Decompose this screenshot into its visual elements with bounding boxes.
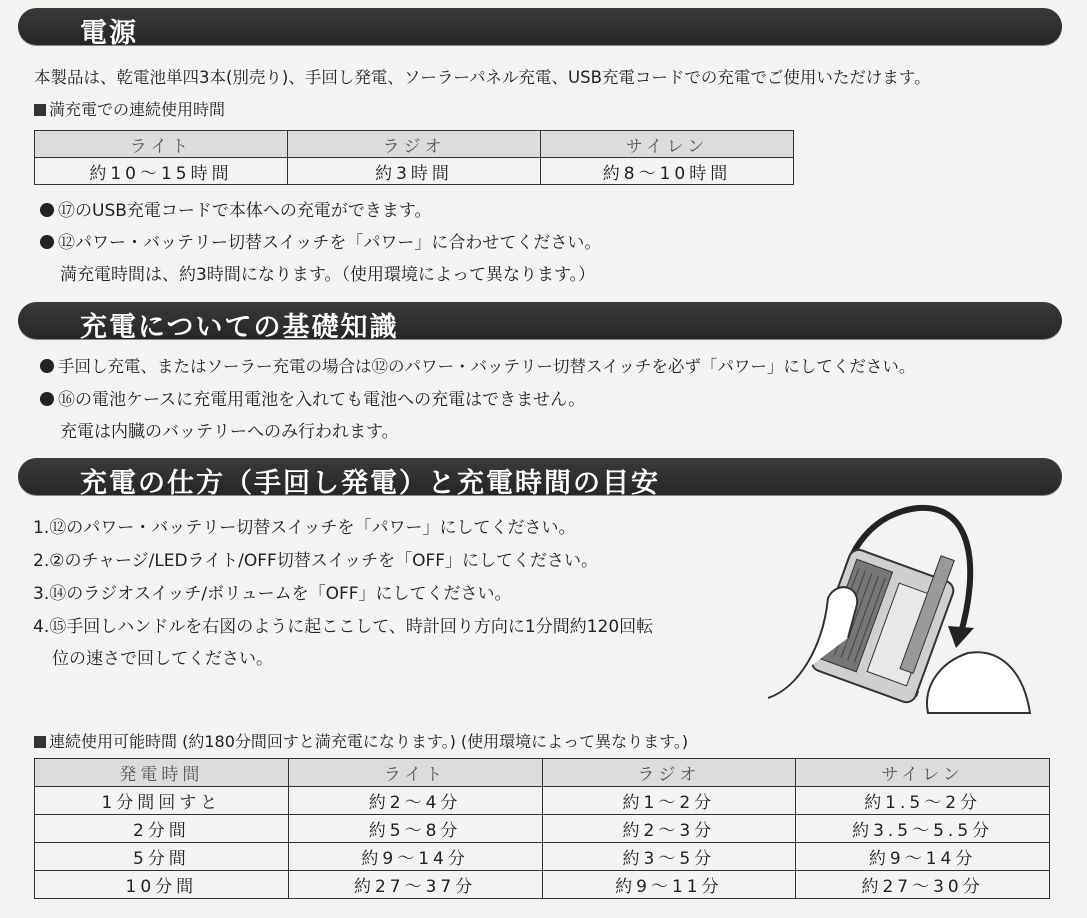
section-header-power [18,8,1062,49]
step-item: 3.⑭のラジオスイッチ/ボリュームを「OFF」にしてください。 [33,584,512,604]
note-item: ⑯の電池ケースに充電用電池を入れても電池への充電はできません。 [40,389,585,411]
right-hand [927,652,1030,713]
note-item: 手回し充電、またはソーラー充電の場合は⑫のパワー・バッテリー切替スイッチを必ず「パワー」にしてください。 [40,356,915,378]
table-header: 発電時間 [35,759,289,787]
bullet-icon [40,203,54,217]
step-item: 1.⑫のパワー・バッテリー切替スイッチを「パワー」にしてください。 [33,518,576,538]
table-header: サイレン [796,759,1050,787]
section-title: 電源 [80,18,138,49]
table-label: 連続使用可能時間 (約180分間回すと満充電になります。) (使用環境によって異なります。) [34,731,688,753]
section-header-charging-basics [18,302,1062,343]
table-row: 1分間回すと 約2～4分 約1～2分 約1.5～2分 [35,787,1050,815]
note-item: ⑰のUSB充電コードで本体への充電ができます。 [40,200,432,222]
crank-time-table [34,758,1050,899]
note-item: ⑫パワー・バッテリー切替スイッチを「パワー」に合わせてください。 [40,232,601,254]
table-row: 10分間 約27～37分 約9～11分 約27～30分 [35,871,1050,899]
table-header: ラジオ [542,759,796,787]
table-header: ラジオ [288,131,541,158]
table-label: 満充電での連続使用時間 [34,99,225,121]
square-bullet-icon [34,104,46,116]
bullet-icon [40,359,54,373]
step-continuation: 位の速さで回してください。 [52,649,273,669]
table-cell: 約10～15時間 [35,158,288,185]
table-cell: 約3時間 [288,158,541,185]
section-title: 充電の仕方（手回し発電）と充電時間の目安 [80,468,660,499]
bullet-icon [40,235,54,249]
hand-crank-illustration [768,498,1058,718]
section-title: 充電についての基礎知識 [80,312,399,343]
step-item: 4.⑮手回しハンドルを右図のように起ここして、時計回り方向に1分間約120回転 [33,617,654,637]
note-continuation: 充電は内臓のバッテリーへのみ行われます。 [60,422,399,442]
table-header: サイレン [541,131,794,158]
table-row: 5分間 約9～14分 約3～5分 約9～14分 [35,843,1050,871]
full-charge-table [34,130,794,185]
arrow-head-icon [948,626,974,648]
table-header: ライト [288,759,542,787]
intro-text: 本製品は、乾電池単四3本(別売り)、手回し発電、ソーラーパネル充電、USB充電コードでの充電でご使用いただけます。 [34,68,931,87]
table-row: 2分間 約5～8分 約2～3分 約3.5～5.5分 [35,815,1050,843]
bullet-icon [40,392,54,406]
table-header: ライト [35,131,288,158]
step-item: 2.②のチャージ/LEDライト/OFF切替スイッチを「OFF」にしてください。 [33,551,599,571]
section-header-how-to-charge [18,458,1062,499]
table-cell: 約8～10時間 [541,158,794,185]
square-bullet-icon [34,736,46,748]
note-continuation: 満充電時間は、約3時間になります。（使用環境によって異なります。） [60,265,596,285]
